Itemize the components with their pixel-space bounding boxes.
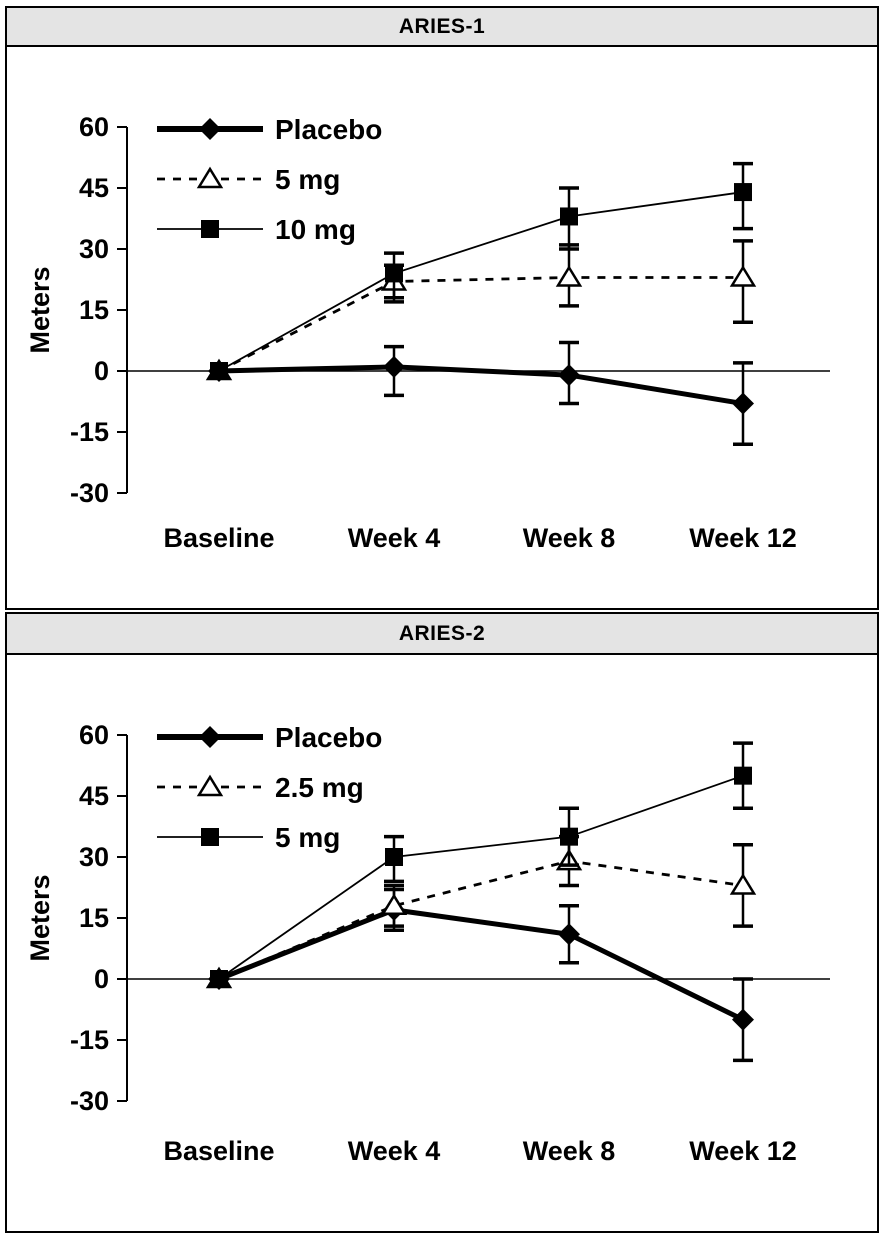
legend-label: 5 mg — [275, 822, 341, 853]
legend-label: 2.5 mg — [275, 772, 364, 803]
y-tick-label: 60 — [78, 720, 109, 750]
series-marker — [734, 767, 752, 785]
y-tick-label: 30 — [78, 842, 109, 872]
x-category-label: Baseline — [163, 1136, 275, 1166]
y-tick-label: 30 — [78, 234, 109, 264]
y-tick-label: -15 — [69, 1025, 109, 1055]
legend-marker — [201, 220, 219, 238]
series-marker — [732, 267, 754, 285]
series-marker — [732, 393, 754, 415]
legend-marker — [201, 828, 219, 846]
series-marker — [560, 828, 578, 846]
x-category-label: Week 12 — [689, 1136, 797, 1166]
series-marker — [560, 207, 578, 225]
panel-header-aries-2 — [5, 612, 879, 655]
chart-box-aries-1 — [5, 47, 879, 610]
aries-1-chart — [7, 47, 877, 608]
x-category-label: Week 8 — [522, 1136, 616, 1166]
series-marker — [210, 970, 228, 988]
x-category-label: Baseline — [163, 523, 275, 553]
series-marker — [385, 264, 403, 282]
legend-label: Placebo — [275, 722, 383, 753]
legend-marker — [199, 118, 221, 140]
y-tick-label: -30 — [69, 1086, 109, 1116]
series-marker — [558, 267, 580, 285]
x-category-label: Week 12 — [689, 523, 797, 553]
series-marker — [558, 923, 580, 945]
series-marker — [732, 875, 754, 893]
aries-2-chart — [7, 655, 877, 1231]
series-line — [219, 910, 743, 1020]
y-tick-label: 45 — [78, 781, 109, 811]
legend-marker — [199, 726, 221, 748]
series-line — [219, 367, 743, 404]
series-marker — [734, 183, 752, 201]
x-category-label: Week 4 — [347, 1136, 441, 1166]
chart-title: ARIES-2 — [398, 621, 486, 645]
legend-marker — [199, 777, 221, 795]
series-marker — [385, 848, 403, 866]
series-line — [219, 277, 743, 371]
figure — [5, 6, 879, 1233]
legend-label: 10 mg — [275, 214, 356, 245]
x-category-label: Week 8 — [522, 523, 616, 553]
series-marker — [383, 356, 405, 378]
panel-header-aries-1 — [5, 6, 879, 47]
series-marker — [558, 364, 580, 386]
y-tick-label: 0 — [93, 964, 109, 994]
y-tick-label: 0 — [93, 356, 109, 386]
y-tick-label: 45 — [78, 173, 109, 203]
chart-box-aries-2 — [5, 655, 879, 1233]
chart-title: ARIES-1 — [398, 14, 486, 38]
legend-marker — [199, 169, 221, 187]
y-tick-label: 60 — [78, 112, 109, 142]
series-marker — [210, 362, 228, 380]
y-tick-label: -30 — [69, 478, 109, 508]
y-tick-label: -15 — [69, 417, 109, 447]
y-tick-label: 15 — [78, 295, 109, 325]
y-axis-title: Meters — [25, 266, 55, 354]
legend-label: Placebo — [275, 114, 383, 145]
y-tick-label: 15 — [78, 903, 109, 933]
series-marker — [732, 1009, 754, 1031]
legend-label: 5 mg — [275, 164, 341, 195]
x-category-label: Week 4 — [347, 523, 441, 553]
y-axis-title: Meters — [25, 874, 55, 962]
